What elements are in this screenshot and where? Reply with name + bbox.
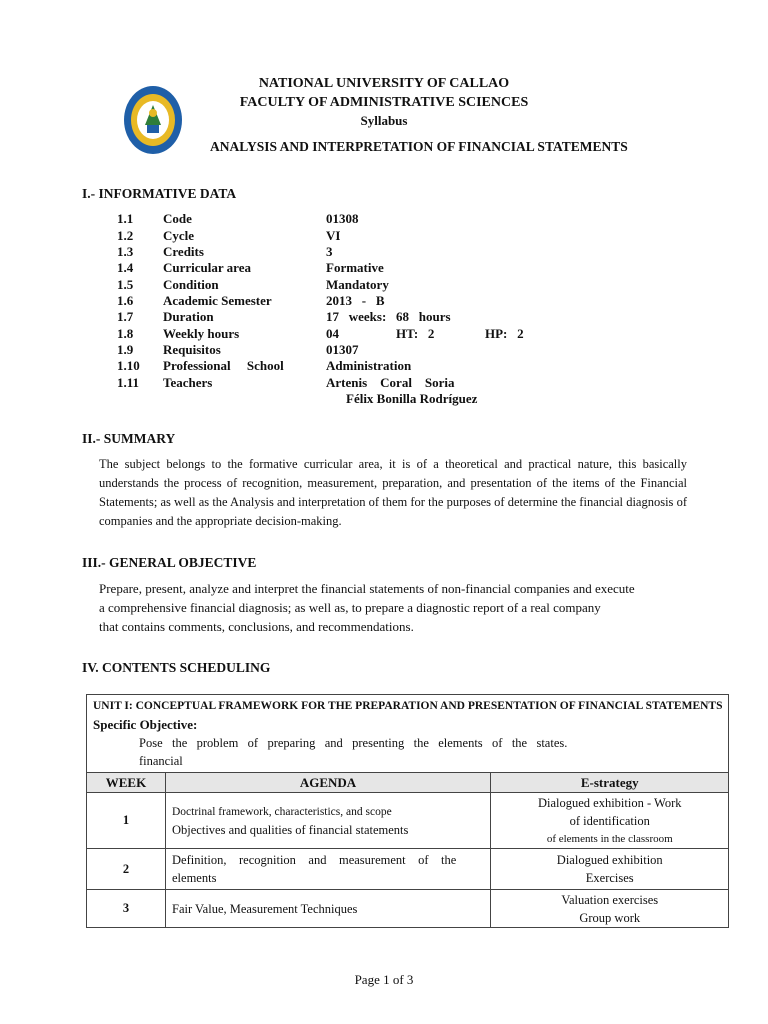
week-cell: 3: [87, 890, 166, 928]
info-value: 3: [326, 244, 333, 259]
info-num: 1.3: [117, 244, 134, 259]
strategy-line: Exercises: [585, 871, 634, 885]
info-label: Curricular area: [163, 260, 251, 275]
info-value: 2013 - B: [326, 293, 385, 308]
info-num: 1.2: [117, 228, 134, 243]
info-num: 1.1: [117, 211, 134, 226]
info-label: Code: [163, 211, 192, 226]
info-num: 1.8: [117, 326, 134, 341]
info-value: Formative: [326, 260, 384, 275]
info-label: Duration: [163, 309, 214, 324]
agenda-cell: [166, 890, 491, 928]
info-value: 01307: [326, 342, 359, 357]
table-row: [87, 849, 729, 890]
table-header-row: [87, 773, 729, 793]
info-num: 1.5: [117, 277, 134, 292]
unit-title: UNIT I: CONCEPTUAL FRAMEWORK FOR THE PREPARATION AND PRESENTATION OF FINANCIAL STATEMENTS: [93, 700, 723, 712]
info-label: Requisitos: [163, 342, 221, 357]
contents-schedule-table: [86, 694, 729, 928]
info-num: 1.9: [117, 342, 134, 357]
agenda-line: Doctrinal framework, characteristics, and scope: [172, 805, 392, 818]
week-cell: 1: [87, 793, 166, 849]
info-label: Professional School: [163, 358, 284, 373]
document-type: Syllabus: [360, 113, 408, 128]
strategy-line: of identification: [569, 813, 650, 828]
info-value: VI: [326, 228, 341, 243]
section-general-objective-title: III.- GENERAL OBJECTIVE: [82, 555, 257, 570]
specific-objective-text: Pose the problem of preparing and presenting the elements of the states.: [139, 736, 568, 750]
table-row: [87, 890, 729, 928]
week-cell: 2: [87, 849, 166, 890]
specific-objective-item-continuation: financial: [139, 754, 183, 768]
general-objective-line: a comprehensive financial diagnosis; as well as, to prepare a diagnostic report of a real company: [99, 600, 601, 615]
info-value: Artenis Coral Soria: [326, 375, 455, 390]
column-header-agenda: AGENDA: [166, 773, 491, 793]
page-number: Page 1 of 3: [354, 972, 414, 987]
agenda-line: Objectives and qualities of financial statements: [172, 822, 409, 837]
table-row: [87, 793, 729, 849]
agenda-line: elements: [172, 871, 217, 885]
strategy-cell: [491, 890, 729, 928]
general-objective-line: that contains comments, conclusions, and recommendations.: [99, 619, 414, 634]
column-header-week: WEEK: [87, 773, 166, 793]
info-num: 1.6: [117, 293, 134, 308]
info-label: Credits: [163, 244, 204, 259]
info-label: Condition: [163, 277, 219, 292]
summary-text: The subject belongs to the formative curricular area, it is of a theoretical and practical nature, this basically understands the process of recognition, measurement, preparation, and presentation of the items of the Financial Statements; as well as the Analysis and interpretation of them for the purposes of determine the financial diagnosis of companies and the appropriate decision-making.: [99, 457, 687, 528]
strategy-line: Valuation exercises: [561, 892, 659, 907]
strategy-line: Dialogued exhibition: [556, 853, 663, 867]
info-num: 1.11: [117, 375, 140, 390]
info-label: Weekly hours: [163, 326, 240, 341]
info-label: Teachers: [163, 375, 213, 390]
info-label: Cycle: [163, 228, 195, 243]
strategy-line: of elements in the classroom: [546, 832, 673, 845]
info-value: 17 weeks: 68 hours: [326, 309, 451, 324]
section-contents-scheduling-title: IV. CONTENTS SCHEDULING: [82, 660, 271, 675]
info-num: 1.10: [117, 358, 140, 373]
info-num: 1.4: [117, 260, 134, 275]
section-summary-title: II.- SUMMARY: [82, 431, 176, 446]
strategy-line: Dialogued exhibition - Work: [537, 795, 682, 810]
strategy-cell: [491, 793, 729, 849]
info-value: 04: [326, 326, 339, 341]
agenda-line: Definition, recognition and measurement of the: [172, 853, 457, 867]
info-value: Mandatory: [326, 277, 389, 292]
specific-objective-label: Specific Objective:: [93, 717, 198, 732]
section-informative-data-title: I.- INFORMATIVE DATA: [82, 186, 237, 201]
info-value: 01308: [326, 211, 359, 226]
strategy-cell: [491, 849, 729, 890]
agenda-line: Fair Value, Measurement Techniques: [172, 901, 358, 916]
general-objective-text: [99, 579, 689, 636]
specific-objective-item: [93, 734, 722, 752]
faculty-name: FACULTY OF ADMINISTRATIVE SCIENCES: [239, 95, 529, 110]
info-label: Academic Semester: [163, 293, 272, 308]
unit-cell: [87, 695, 729, 773]
university-name: NATIONAL UNIVERSITY OF CALLAO: [258, 76, 510, 91]
agenda-cell: [166, 849, 491, 890]
column-header-strategy: E-strategy: [491, 773, 729, 793]
info-value: Félix Bonilla Rodríguez: [346, 391, 478, 406]
info-value: Administration: [326, 358, 412, 373]
general-objective-line: Prepare, present, analyze and interpret the financial statements of non-financial companies and execute: [99, 581, 635, 596]
info-value-hp: HP: 2: [485, 326, 524, 341]
info-value-ht: HT: 2: [396, 326, 435, 341]
course-title: ANALYSIS AND INTERPRETATION OF FINANCIAL STATEMENTS: [210, 139, 628, 154]
strategy-line: Group work: [579, 910, 641, 925]
agenda-cell: [166, 793, 491, 849]
info-num: 1.7: [117, 309, 134, 324]
